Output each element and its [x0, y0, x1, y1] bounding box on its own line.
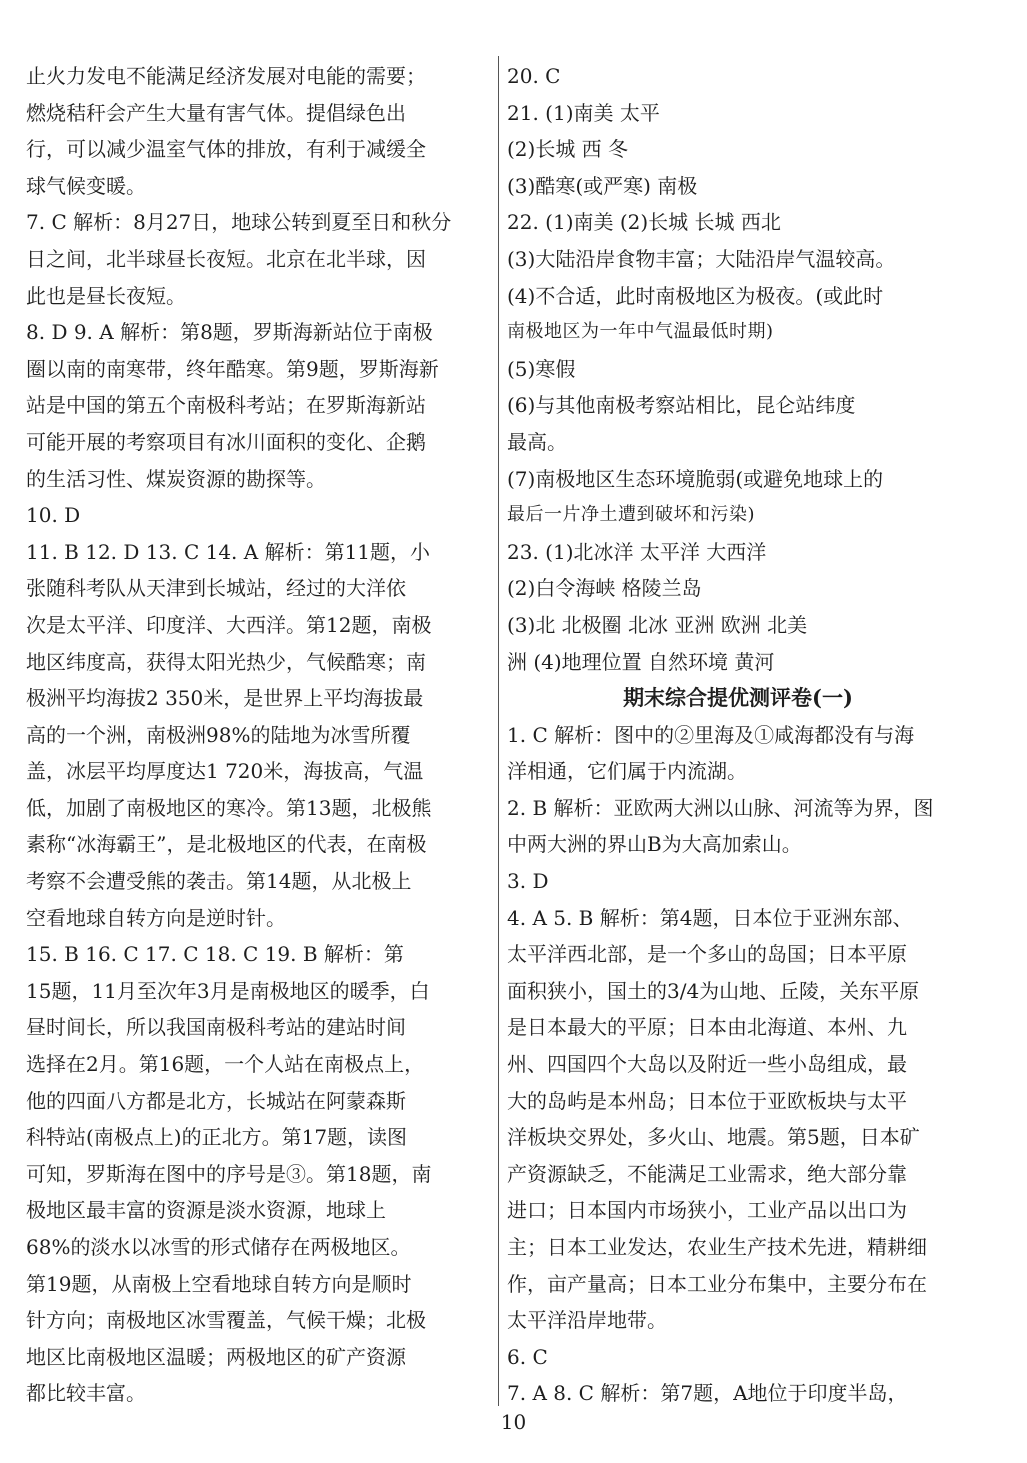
answer-item-1: 1. C 解析：图中的②里海及①咸海都没有与海	[507, 722, 915, 747]
text-line: 圈以南的南寒带，终年酷寒。第9题，罗斯海新	[26, 356, 439, 381]
text-line: 第19题，从南极上空看地球自转方向是顺时	[26, 1271, 412, 1296]
answer-item-6: 6. C	[507, 1344, 548, 1369]
text-line: (6)与其他南极考察站相比，昆仑站纬度	[507, 393, 856, 418]
text-line: (5)寒假	[507, 356, 576, 381]
text-line: 太平洋西北部，是一个多山的岛国；日本平原	[507, 942, 907, 967]
text-line: 是日本最大的平原；日本由北海道、本州、九	[507, 1015, 907, 1040]
text-line: 68%的淡水以冰雪的形式储存在两极地区。	[26, 1235, 411, 1259]
text-line: (2)白令海峡 格陵兰岛	[507, 576, 702, 601]
text-line: 空看地球自转方向是逆时针。	[26, 905, 286, 930]
text-line: 科特站(南极点上)的正北方。第17题，读图	[26, 1125, 408, 1150]
text-line: 面积狭小，国土的3/4为山地、丘陵，关东平原	[507, 978, 920, 1003]
text-line: 大的岛屿是本州岛；日本位于亚欧板块与太平	[507, 1088, 907, 1113]
answer-item-21: 21. (1)南美 太平	[507, 100, 660, 125]
answer-item-22: 22. (1)南美 (2)长城 长城 西北	[507, 210, 781, 235]
text-line: 主；日本工业发达，农业生产技术先进，精耕细	[507, 1235, 927, 1259]
text-line: 此也是昼长夜短。	[26, 283, 186, 308]
left-column	[26, 58, 496, 1412]
text-line: 南极地区为一年中气温最低时期)	[507, 321, 774, 343]
text-line: 他的四面八方都是北方，长城站在阿蒙森斯	[26, 1088, 406, 1113]
text-line: 州、四国四个大岛以及附近一些小岛组成，最	[507, 1052, 907, 1077]
page-number: 10	[500, 1410, 527, 1434]
text-line: 太平洋沿岸地带。	[507, 1308, 667, 1333]
text-line: 地区比南极地区温暖；两极地区的矿产资源	[26, 1344, 406, 1369]
text-line: 洋板块交界处，多火山、地震。第5题，日本矿	[507, 1125, 920, 1150]
text-line: 的生活习性、煤炭资源的勘探等。	[26, 466, 326, 491]
text-line: (3)大陆沿岸食物丰富；大陆沿岸气温较高。	[507, 246, 896, 271]
text-line: 球气候变暖。	[26, 173, 146, 198]
text-line: 燃烧秸秆会产生大量有害气体。提倡绿色出	[26, 100, 406, 125]
right-column	[507, 58, 969, 1412]
answer-item-2: 2. B 解析：亚欧两大洲以山脉、河流等为界，图	[507, 795, 934, 820]
answer-item-8-9: 8. D 9. A 解析：第8题，罗斯海新站位于南极	[26, 320, 433, 345]
answer-item-11-14: 11. B 12. D 13. C 14. A 解析：第11题，小	[26, 539, 431, 564]
text-line: (7)南极地区生态环境脆弱(或避免地球上的	[507, 466, 884, 491]
text-line: 行，可以减少温室气体的排放，有利于减缓全	[26, 137, 426, 162]
text-line: 最高。	[507, 429, 567, 454]
text-line: 地区纬度高，获得太阳光热少，气候酷寒；南	[26, 649, 426, 674]
text-line: 站是中国的第五个南极科考站；在罗斯海新站	[26, 393, 426, 418]
text-line: 素称“冰海霸王”，是北极地区的代表，在南极	[26, 832, 427, 857]
text-line: 昼时间长，所以我国南极科考站的建站时间	[26, 1015, 406, 1040]
text-line: 可能开展的考察项目有冰川面积的变化、企鹅	[26, 429, 426, 454]
text-line: 作，亩产量高；日本工业分布集中，主要分布在	[507, 1271, 927, 1296]
text-line: 产资源缺乏，不能满足工业需求，绝大部分靠	[507, 1161, 907, 1186]
answer-item-10: 10. D	[26, 503, 81, 528]
text-line: 选择在2月。第16题，一个人站在南极点上，	[26, 1052, 425, 1077]
text-line: 次是太平洋、印度洋、大西洋。第12题，南极	[26, 612, 432, 637]
section-heading: 期末综合提优测评卷(一)	[623, 685, 853, 711]
answer-item-20: 20. C	[507, 64, 561, 88]
answer-item-15-19: 15. B 16. C 17. C 18. C 19. B 解析：第	[26, 942, 404, 967]
text-line: 极地区最丰富的资源是淡水资源，地球上	[26, 1198, 386, 1223]
text-line: 低，加剧了南极地区的寒冷。第13题，北极熊	[26, 795, 432, 820]
text-line: 最后一片净土遭到破坏和污染)	[507, 504, 756, 526]
text-line: 可知，罗斯海在图中的序号是③。第18题，南	[26, 1161, 432, 1186]
answer-item-7-8: 7. A 8. C 解析：第7题，A地位于印度半岛，	[507, 1381, 908, 1406]
text-line: (3)酷寒(或严寒) 南极	[507, 173, 698, 198]
answer-item-7: 7. C 解析：8月27日，地球公转到夏至日和秋分	[26, 210, 452, 235]
text-line: 15题，11月至次年3月是南极地区的暖季，白	[26, 978, 430, 1003]
text-line: 都比较丰富。	[26, 1381, 146, 1406]
answer-item-23: 23. (1)北冰洋 太平洋 大西洋	[507, 539, 767, 564]
text-line: 洋相通，它们属于内流湖。	[507, 759, 747, 784]
column-divider	[498, 56, 499, 1406]
text-line: 张随科考队从天津到长城站，经过的大洋依	[26, 576, 406, 601]
text-line: 考察不会遭受熊的袭击。第14题，从北极上	[26, 869, 412, 894]
text-line: (2)长城 西 冬	[507, 137, 629, 162]
answer-item-3: 3. D	[507, 869, 549, 894]
text-line: 中两大洲的界山B为大高加索山。	[507, 832, 802, 857]
text-line: 洲 (4)地理位置 自然环境 黄河	[507, 649, 775, 674]
text-line: 极洲平均海拔2 350米，是世界上平均海拔最	[26, 686, 424, 711]
text-line: 高的一个洲，南极洲98%的陆地为冰雪所覆	[26, 722, 411, 747]
text-line: 盖，冰层平均厚度达1 720米，海拔高，气温	[26, 759, 424, 784]
text-line: 针方向；南极地区冰雪覆盖，气候干燥；北极	[26, 1308, 426, 1333]
text-line: (3)北 北极圈 北冰 亚洲 欧洲 北美	[507, 612, 808, 637]
text-line: 进口；日本国内市场狭小，工业产品以出口为	[507, 1198, 907, 1223]
text-line: (4)不合适，此时南极地区为极夜。(或此时	[507, 283, 884, 308]
text-line: 止火力发电不能满足经济发展对电能的需要；	[26, 64, 426, 88]
answer-item-4-5: 4. A 5. B 解析：第4题，日本位于亚洲东部、	[507, 905, 913, 930]
text-line: 日之间，北半球昼长夜短。北京在北半球，因	[26, 246, 426, 271]
